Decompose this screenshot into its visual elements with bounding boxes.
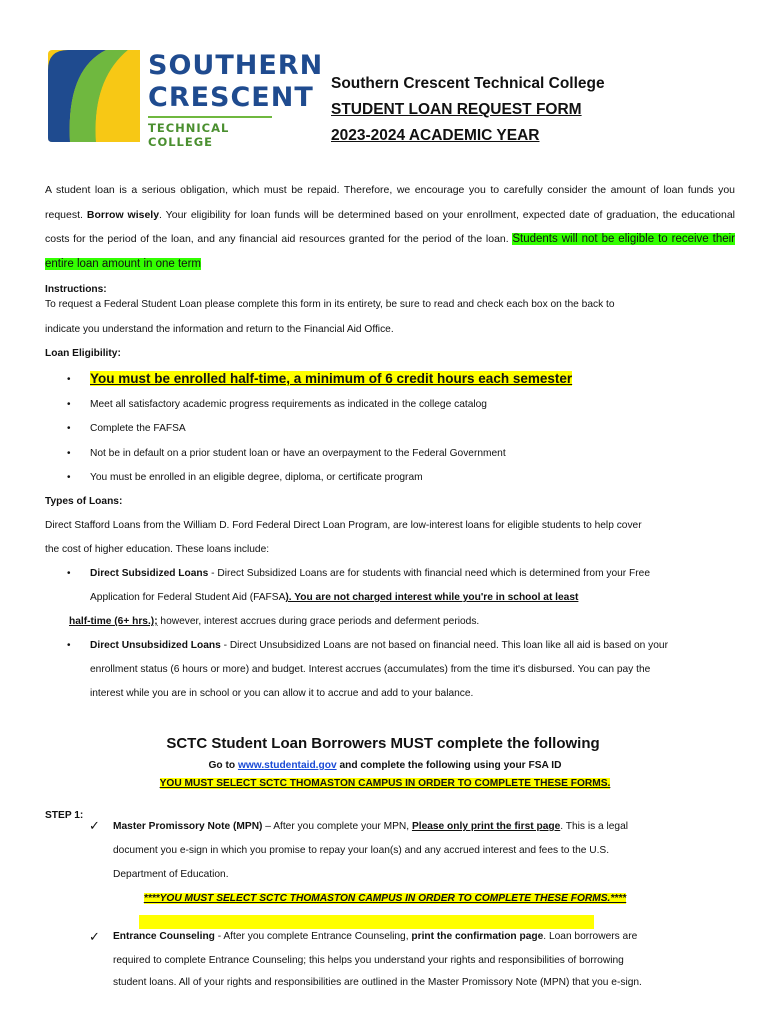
step-1-label: STEP 1:	[45, 810, 84, 821]
types-line-2: the cost of higher education. These loans include:	[45, 544, 270, 555]
eligibility-item: You must be enrolled in an eligible degree, diploma, or certificate program	[90, 472, 423, 483]
subsidized-half-time: half-time (6+ hrs.);	[69, 616, 158, 627]
subsidized-line-3	[69, 616, 479, 627]
unsubsidized-text: - Direct Unsubsidized Loans are not based on financial need. This loan like all aid is based on your	[220, 640, 668, 651]
eligibility-item: Not be in default on a prior student loan or have an overpayment to the Federal Government	[90, 448, 506, 459]
types-line-1: Direct Stafford Loans from the William D. Ford Federal Direct Loan Program, are low-interest loans for eligible students to help cover	[45, 520, 642, 531]
eligibility-item: You must be enrolled half-time, a minimum of 6 credit hours each semester	[90, 371, 573, 386]
instructions-line-1: To request a Federal Student Loan please complete this form in its entirety, be sure to read and check each box on the back to	[45, 299, 615, 310]
campus-note-2-line	[0, 893, 770, 904]
eligibility-item: Complete the FAFSA	[90, 423, 186, 434]
intro-text: A student loan is a serious obligation, which must be repaid. Therefore, we encourage you to carefully consider the amount of loan funds you request.	[45, 184, 735, 221]
campus-note: YOU MUST SELECT SCTC THOMASTON CAMPUS IN ORDER TO COMPLETE THESE FORMS.	[159, 778, 611, 789]
campus-note-line	[0, 778, 770, 789]
eligibility-label: Loan Eligibility:	[45, 348, 121, 359]
bullet-icon: •	[67, 640, 71, 651]
unsubsidized-title: Direct Unsubsidized Loans	[90, 640, 221, 651]
unsubsidized-line-1	[90, 640, 668, 651]
mpn-emphasis: Please only print the first page	[411, 821, 561, 832]
subsidized-text: however, interest accrues during grace periods and deferment periods.	[157, 616, 480, 627]
mpn-text: . This is a legal	[560, 821, 629, 832]
instructions-line-2: indicate you understand the information and return to the Financial Aid Office.	[45, 324, 394, 335]
goto-line	[0, 760, 770, 771]
bullet-icon: •	[67, 448, 71, 459]
logo-divider	[148, 116, 272, 118]
mpn-line-3: Department of Education.	[113, 869, 229, 880]
checkmark-icon: ✓	[89, 818, 100, 833]
subsidized-text: - Direct Subsidized Loans are for students with financial need which is determined from your Free	[208, 568, 650, 579]
intro-bold: Borrow wisely	[86, 208, 160, 221]
ec-text: - After you complete Entrance Counseling,	[214, 931, 412, 942]
unsubsidized-line-3: interest while you are in school or you can allow it to accrue and add to your balance.	[90, 688, 474, 699]
mpn-line-2: document you e-sign in which you promise to repay your loan(s) and any accrued interest and fees to the U.S.	[113, 845, 610, 856]
ec-text: . Loan borrowers are	[543, 931, 638, 942]
types-label: Types of Loans:	[45, 496, 123, 507]
studentaid-link[interactable]: www.studentaid.gov	[237, 760, 337, 771]
mpn-title: Master Promissory Note (MPN)	[113, 821, 263, 832]
logo-text-technical-college: TECHNICAL COLLEGE	[148, 121, 230, 149]
subsidized-text: Application for Federal Student Aid (FAFSA	[90, 592, 286, 603]
bullet-icon: •	[67, 472, 71, 483]
highlight-bar	[139, 915, 594, 929]
bullet-icon: •	[67, 568, 71, 579]
checkmark-icon: ✓	[89, 929, 100, 944]
eligibility-item: Meet all satisfactory academic progress requirements as indicated in the college catalog	[90, 399, 487, 410]
ec-title: Entrance Counseling	[113, 931, 215, 942]
bullet-icon: •	[67, 374, 71, 385]
bullet-icon: •	[67, 399, 71, 410]
goto-text: Go to	[208, 760, 238, 771]
intro-paragraph	[45, 178, 735, 276]
form-title: STUDENT LOAN REQUEST FORM	[331, 101, 582, 118]
unsubsidized-line-2: enrollment status (6 hours or more) and budget. Interest accrues (accumulates) from the time it's disbursed. You can pay the	[90, 664, 651, 675]
logo-text-crescent: CRESCENT	[148, 82, 314, 113]
subsidized-line-2	[90, 592, 578, 603]
college-logo	[48, 50, 324, 149]
mpn-line-1	[113, 821, 628, 832]
logo-mark-icon	[48, 50, 140, 142]
college-name: Southern Crescent Technical College	[331, 75, 605, 92]
section-heading: SCTC Student Loan Borrowers MUST complete the following	[166, 735, 600, 752]
ec-line-1	[113, 931, 637, 942]
ec-emphasis: print the confirmation page	[411, 931, 544, 942]
subsidized-emphasis: ). You are not charged interest while you're in school at least	[285, 592, 579, 603]
bullet-icon: •	[67, 423, 71, 434]
mpn-text: – After you complete your MPN,	[262, 821, 412, 832]
subsidized-title: Direct Subsidized Loans	[90, 568, 209, 579]
intro-highlight: Students will not be eligible to receive their entire loan amount in one term	[45, 233, 736, 270]
subsidized-line-1	[90, 568, 650, 579]
ec-line-3: student loans. All of your rights and responsibilities are outlined in the Master Promissory Note (MPN) that you e-sign.	[113, 977, 642, 988]
intro-text-2: . Your eligibility for loan funds will be determined based on your enrollment, expected date of graduation, the educational costs for the period of the loan, and any financial aid resources granted for the period of the loan.	[45, 208, 735, 246]
goto-text: and complete the following using your FSA ID	[336, 760, 562, 771]
ec-line-2: required to complete Entrance Counseling; this helps you understand your rights and responsibilities of borrowing	[113, 955, 624, 966]
logo-text-southern: SOUTHERN	[148, 50, 324, 81]
campus-note-2: ****YOU MUST SELECT SCTC THOMASTON CAMPUS IN ORDER TO COMPLETE THESE FORMS.****	[143, 893, 627, 904]
instructions-label: Instructions:	[45, 284, 107, 295]
academic-year: 2023-2024 ACADEMIC YEAR	[331, 127, 540, 144]
